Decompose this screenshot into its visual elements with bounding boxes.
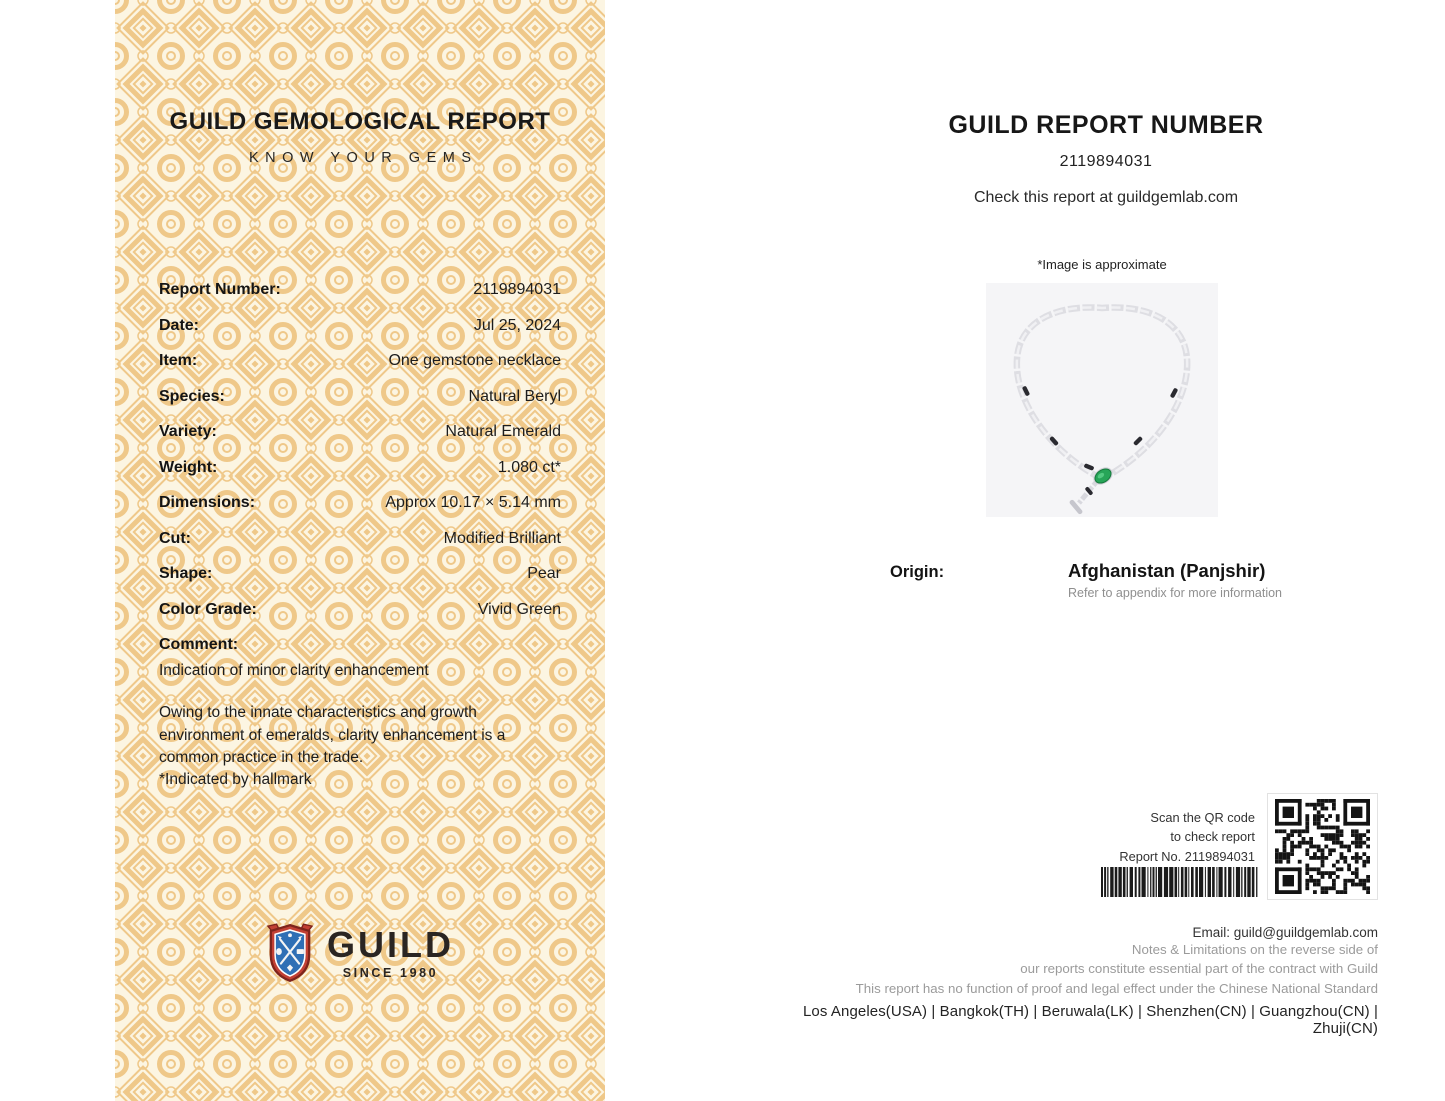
field-row-species bbox=[159, 388, 561, 424]
field-value: One gemstone necklace bbox=[388, 352, 561, 370]
guild-shield-icon bbox=[266, 922, 314, 984]
footer-email: Email: guild@guildgemlab.com bbox=[1192, 925, 1378, 940]
comment-text: Indication of minor clarity enhancement bbox=[159, 662, 429, 680]
guild-name: GUILD bbox=[327, 923, 454, 965]
guild-wordmark bbox=[327, 923, 454, 980]
field-row-item bbox=[159, 352, 561, 388]
origin-value: Afghanistan (Panjshir) bbox=[1068, 560, 1266, 581]
qr-line-1: Scan the QR code bbox=[1150, 810, 1255, 825]
field-row-dimensions bbox=[159, 494, 561, 530]
footer-note-2: our reports constitute essential part of the contract with Guild bbox=[1020, 961, 1378, 977]
emerald-note: Owing to the innate characteristics and growth environment of emeralds, clarity enhancement is a common practice in the trade. bbox=[159, 704, 506, 766]
field-value: 2119894031 bbox=[473, 281, 561, 298]
field-label: Report Number: bbox=[159, 281, 281, 298]
report-barcode bbox=[1101, 867, 1260, 897]
qr-instructions bbox=[995, 808, 1255, 866]
field-label: Dimensions: bbox=[159, 494, 256, 512]
origin-block bbox=[1068, 560, 1378, 600]
field-row-variety bbox=[159, 423, 561, 459]
comment-label: Comment: bbox=[159, 636, 239, 654]
origin-label: Origin: bbox=[890, 563, 945, 581]
check-report-line: Check this report at guildgemlab.com bbox=[973, 189, 1239, 206]
report-number-header bbox=[870, 111, 1342, 207]
field-label: Color Grade: bbox=[159, 600, 257, 618]
field-value: 1.080 ct* bbox=[497, 458, 561, 476]
field-row-report-number bbox=[159, 281, 561, 317]
qr-line-2: to check report bbox=[1170, 829, 1255, 845]
footer bbox=[738, 925, 1378, 1037]
guild-logo bbox=[115, 922, 605, 984]
footer-locations: Los Angeles(USA) | Bangkok(TH) | Beruwala(LK) | Shenzhen(CN) | Guangzhou(CN) | Zhuji(CN) bbox=[802, 1003, 1378, 1038]
origin-appendix-note: Refer to appendix for more information bbox=[1068, 586, 1282, 600]
field-value: Jul 25, 2024 bbox=[473, 316, 561, 334]
footer-note-3: This report has no function of proof and legal effect under the Chinese National Standard bbox=[855, 980, 1378, 996]
report-number-title: GUILD REPORT NUMBER bbox=[948, 111, 1264, 139]
footer-note-1: Notes & Limitations on the reverse side of bbox=[1131, 942, 1378, 957]
field-label: Variety: bbox=[159, 423, 217, 441]
field-row-shape bbox=[159, 565, 561, 601]
report-card bbox=[115, 0, 605, 1101]
field-row-weight bbox=[159, 459, 561, 495]
field-label: Cut: bbox=[159, 529, 191, 547]
qr-code bbox=[1267, 793, 1378, 900]
report-number-value: 2119894031 bbox=[1059, 153, 1153, 170]
field-row-cut bbox=[159, 530, 561, 566]
report-fields bbox=[159, 281, 561, 791]
field-value: Natural Beryl bbox=[468, 387, 561, 405]
necklace-photo bbox=[986, 283, 1218, 517]
field-label: Species: bbox=[159, 387, 225, 405]
field-label: Shape: bbox=[159, 565, 213, 583]
image-approximate-caption: *Image is approximate bbox=[1037, 257, 1167, 272]
report-title: GUILD GEMOLOGICAL REPORT bbox=[169, 108, 551, 135]
field-value: Pear bbox=[527, 565, 561, 583]
field-value: Vivid Green bbox=[477, 600, 561, 618]
field-value: Approx 10.17 × 5.14 mm bbox=[385, 494, 561, 512]
field-label: Weight: bbox=[159, 458, 218, 476]
field-row-date bbox=[159, 317, 561, 353]
field-value: Natural Emerald bbox=[445, 423, 561, 441]
field-value: Modified Brilliant bbox=[443, 529, 561, 547]
hallmark-note: *Indicated by hallmark bbox=[159, 771, 312, 789]
field-label: Date: bbox=[159, 316, 200, 334]
field-row-color-grade bbox=[159, 601, 561, 637]
report-subtitle: KNOW YOUR GEMS bbox=[249, 150, 478, 166]
guild-tagline: SINCE 1980 bbox=[342, 965, 439, 980]
qr-line-3: Report No. 2119894031 bbox=[1119, 848, 1255, 864]
field-label: Item: bbox=[159, 352, 198, 370]
